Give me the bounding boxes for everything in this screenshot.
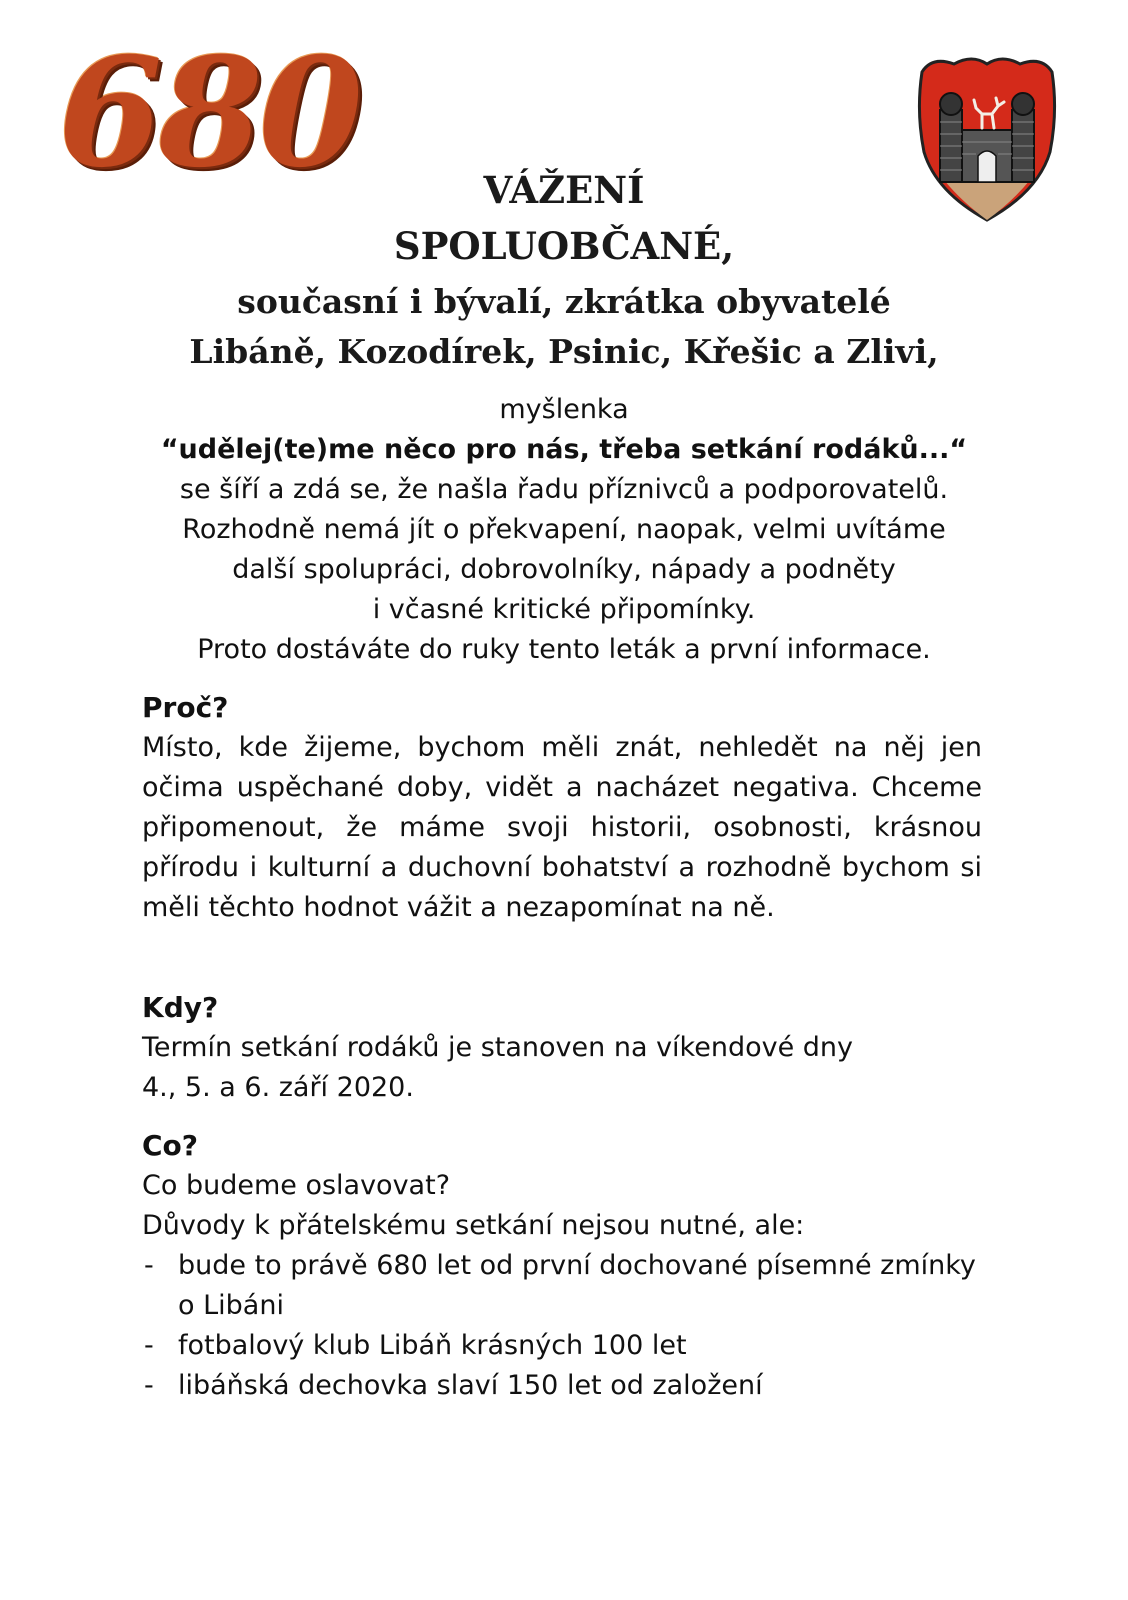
title-line-2: SPOLUOBČANÉ,: [393, 224, 735, 268]
section-text: 4., 5. a 6. září 2020.: [142, 1072, 414, 1103]
reasons-list: [142, 1246, 982, 1406]
section-heading: Proč?: [142, 691, 229, 724]
intro-line: i včasné kritické připomínky.: [372, 594, 756, 625]
section-text: Co budeme oslavovat?: [142, 1170, 451, 1201]
section-co: [142, 1126, 982, 1406]
section-text: Důvody k přátelskému setkání nejsou nutné, ale:: [142, 1210, 805, 1241]
subtitle-line-1: současní i bývalí, zkrátka obyvatelé: [237, 282, 891, 321]
section-kdy: [142, 988, 982, 1108]
section-text: Místo, kde žijeme, bychom měli znát, nehledět na něj jen očima uspěchané doby, vidět a nacházet negativa. Chceme připomenout, že máme svoji historii, osobnosti, krásnou přírodu i kulturní a duchovní bohatství a rozhodně bychom si měli těchto hodnot vážit a nezapomínat na ně.: [142, 732, 982, 923]
anniversary-number: 680: [58, 25, 360, 201]
section-text: Termín setkání rodáků je stanoven na víkendové dny: [142, 1032, 854, 1063]
section-heading: Kdy?: [142, 991, 219, 1024]
intro-line: další spolupráci, dobrovolníky, nápady a podněty: [232, 554, 896, 585]
intro-line: Proto dostáváte do ruky tento leták a první informace.: [197, 634, 931, 665]
intro-line: se šíří a zdá se, že našla řadu příznivců a podporovatelů.: [179, 474, 949, 505]
intro-line: myšlenka: [499, 394, 629, 425]
subtitle-line-2: Libáně, Kozodírek, Psinic, Křešic a Zlivi,: [189, 332, 939, 371]
title-line-1: VÁŽENÍ: [483, 168, 645, 212]
list-item: - libáňská dechovka slaví 150 let od založení: [142, 1366, 982, 1406]
section-heading: Co?: [142, 1129, 199, 1162]
intro-block: [0, 390, 1128, 670]
section-proc: [142, 688, 982, 928]
list-item: - bude to právě 680 let od první dochované písemné zmínky o Libáni: [142, 1246, 982, 1326]
intro-line: Rozhodně nemá jít o překvapení, naopak, velmi uvítáme: [182, 514, 946, 545]
intro-quote: “udělej(te)me něco pro nás, třeba setkání rodáků...“: [160, 434, 968, 465]
list-item: - fotbalový klub Libáň krásných 100 let: [142, 1326, 982, 1366]
